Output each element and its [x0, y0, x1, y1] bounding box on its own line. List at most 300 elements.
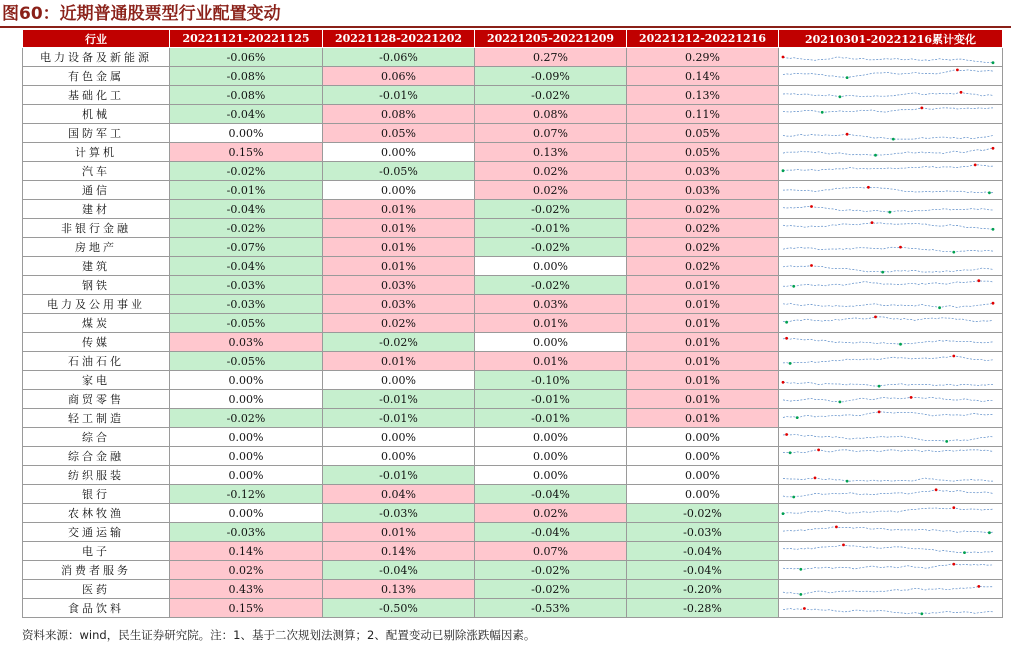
sparkline-high-marker	[952, 355, 955, 358]
sparkline-low-marker	[799, 593, 802, 596]
change-cell-week-4: 0.05%	[627, 124, 779, 143]
change-cell-week-2: 0.06%	[323, 67, 475, 86]
sparkline	[779, 144, 997, 160]
sparkline-high-marker	[803, 607, 806, 610]
change-cell-week-2: 0.00%	[323, 181, 475, 200]
change-cell-week-4: -0.20%	[627, 580, 779, 599]
cumulative-sparkline-cell	[779, 48, 1003, 67]
sparkline-trend-line	[783, 303, 993, 308]
sparkline-trend-line	[783, 490, 993, 497]
change-cell-week-1: 0.00%	[170, 447, 323, 466]
sparkline-trend-line	[783, 382, 993, 386]
change-cell-week-2: -0.01%	[323, 86, 475, 105]
sparkline	[779, 220, 997, 236]
change-cell-week-2: 0.00%	[323, 143, 475, 162]
sparkline-low-marker	[785, 321, 788, 324]
sparkline-low-marker	[920, 612, 923, 615]
change-cell-week-3: -0.02%	[475, 580, 627, 599]
sparkline-high-marker	[992, 147, 995, 150]
table-row	[23, 238, 1003, 257]
sparkline-trend-line	[783, 134, 993, 139]
change-cell-week-4: 0.01%	[627, 352, 779, 371]
sparkline-trend-line	[783, 397, 993, 402]
sparkline	[779, 372, 997, 388]
industry-name: 房地产	[23, 238, 170, 257]
table-row	[23, 485, 1003, 504]
change-cell-week-1: -0.02%	[170, 409, 323, 428]
change-cell-week-3: -0.04%	[475, 485, 627, 504]
header-week-1: 20221121-20221125	[170, 30, 323, 48]
change-cell-week-1: 0.00%	[170, 371, 323, 390]
cumulative-sparkline-cell	[779, 352, 1003, 371]
change-cell-week-1: -0.04%	[170, 105, 323, 124]
change-cell-week-3: -0.01%	[475, 409, 627, 428]
sparkline	[779, 410, 997, 426]
cumulative-sparkline-cell	[779, 219, 1003, 238]
table-row	[23, 181, 1003, 200]
change-cell-week-1: -0.03%	[170, 276, 323, 295]
change-cell-week-3: -0.02%	[475, 561, 627, 580]
industry-name: 电力及公用事业	[23, 295, 170, 314]
table-row	[23, 276, 1003, 295]
change-cell-week-2: -0.06%	[323, 48, 475, 67]
sparkline-trend-line	[783, 108, 993, 112]
change-cell-week-4: 0.02%	[627, 219, 779, 238]
sparkline-high-marker	[785, 433, 788, 436]
change-cell-week-3: 0.27%	[475, 48, 627, 67]
sparkline-low-marker	[938, 306, 941, 309]
change-cell-week-4: 0.01%	[627, 295, 779, 314]
sparkline-high-marker	[867, 186, 870, 189]
cumulative-sparkline-cell	[779, 561, 1003, 580]
change-cell-week-2: 0.02%	[323, 314, 475, 333]
cumulative-sparkline-cell	[779, 86, 1003, 105]
sparkline-low-marker	[792, 496, 795, 499]
change-cell-week-1: 0.00%	[170, 466, 323, 485]
cumulative-sparkline-cell	[779, 466, 1003, 485]
sparkline-trend-line	[783, 412, 993, 418]
sparkline	[779, 467, 997, 483]
change-cell-week-4: 0.01%	[627, 333, 779, 352]
sparkline	[779, 543, 997, 559]
sparkline	[779, 505, 997, 521]
sparkline-low-marker	[796, 416, 799, 419]
change-cell-week-1: -0.07%	[170, 238, 323, 257]
sparkline-low-marker	[874, 154, 877, 157]
sparkline	[779, 277, 997, 293]
sparkline-low-marker	[846, 76, 849, 79]
sparkline-high-marker	[817, 449, 820, 452]
change-cell-week-1: 0.00%	[170, 124, 323, 143]
change-cell-week-3: 0.08%	[475, 105, 627, 124]
figure-title: 图60：近期普通股票型行业配置变动	[2, 4, 281, 24]
cumulative-sparkline-cell	[779, 333, 1003, 352]
cumulative-sparkline-cell	[779, 181, 1003, 200]
change-cell-week-1: -0.04%	[170, 200, 323, 219]
change-cell-week-1: -0.04%	[170, 257, 323, 276]
sparkline	[779, 524, 997, 540]
title-divider	[0, 26, 1011, 28]
sparkline-trend-line	[783, 281, 993, 287]
sparkline-high-marker	[960, 91, 963, 94]
change-cell-week-2: 0.03%	[323, 276, 475, 295]
sparkline	[779, 334, 997, 350]
sparkline-high-marker	[842, 544, 845, 547]
change-cell-week-3: -0.01%	[475, 390, 627, 409]
sparkline-trend-line	[783, 435, 993, 442]
table-row	[23, 599, 1003, 618]
sparkline-trend-line	[783, 247, 993, 252]
sparkline	[779, 163, 997, 179]
sparkline-high-marker	[910, 396, 913, 399]
change-cell-week-2: -0.01%	[323, 466, 475, 485]
table-row	[23, 466, 1003, 485]
industry-name: 轻工制造	[23, 409, 170, 428]
change-cell-week-3: 0.02%	[475, 504, 627, 523]
sparkline	[779, 353, 997, 369]
sparkline-high-marker	[810, 205, 813, 208]
change-cell-week-2: 0.01%	[323, 257, 475, 276]
table-row	[23, 162, 1003, 181]
sparkline-low-marker	[799, 568, 802, 571]
change-cell-week-1: 0.03%	[170, 333, 323, 352]
change-cell-week-2: -0.03%	[323, 504, 475, 523]
change-cell-week-1: -0.01%	[170, 181, 323, 200]
sparkline-high-marker	[935, 488, 938, 491]
table-row	[23, 333, 1003, 352]
sparkline-trend-line	[783, 338, 993, 344]
cumulative-sparkline-cell	[779, 257, 1003, 276]
change-cell-week-4: 0.11%	[627, 105, 779, 124]
change-cell-week-3: -0.01%	[475, 219, 627, 238]
sparkline	[779, 429, 997, 445]
industry-name: 综合	[23, 428, 170, 447]
sparkline-trend-line	[783, 527, 993, 533]
change-cell-week-4: 0.01%	[627, 276, 779, 295]
cumulative-sparkline-cell	[779, 504, 1003, 523]
change-cell-week-3: 0.00%	[475, 333, 627, 352]
change-cell-week-4: -0.28%	[627, 599, 779, 618]
table-row	[23, 447, 1003, 466]
sparkline-high-marker	[974, 164, 977, 167]
cumulative-sparkline-cell	[779, 428, 1003, 447]
cumulative-sparkline-cell	[779, 295, 1003, 314]
sparkline-trend-line	[783, 57, 993, 63]
change-cell-week-2: 0.00%	[323, 371, 475, 390]
sparkline-trend-line	[783, 187, 993, 193]
industry-name: 基础化工	[23, 86, 170, 105]
industry-name: 计算机	[23, 143, 170, 162]
change-cell-week-2: 0.08%	[323, 105, 475, 124]
table-body	[23, 48, 1003, 618]
change-cell-week-2: 0.14%	[323, 542, 475, 561]
industry-name: 电力设备及新能源	[23, 48, 170, 67]
sparkline-trend-line	[783, 317, 993, 322]
industry-name: 传媒	[23, 333, 170, 352]
change-cell-week-4: -0.03%	[627, 523, 779, 542]
cumulative-sparkline-cell	[779, 409, 1003, 428]
sparkline-low-marker	[988, 191, 991, 194]
cumulative-sparkline-cell	[779, 485, 1003, 504]
change-cell-week-2: -0.50%	[323, 599, 475, 618]
table-row	[23, 542, 1003, 561]
industry-name: 汽车	[23, 162, 170, 181]
sparkline-low-marker	[782, 169, 785, 172]
sparkline-low-marker	[952, 251, 955, 254]
change-cell-week-1: -0.02%	[170, 219, 323, 238]
change-cell-week-4: 0.00%	[627, 428, 779, 447]
sparkline-trend-line	[783, 508, 993, 514]
cumulative-sparkline-cell	[779, 523, 1003, 542]
cumulative-sparkline-cell	[779, 371, 1003, 390]
change-cell-week-2: 0.01%	[323, 200, 475, 219]
cumulative-sparkline-cell	[779, 542, 1003, 561]
sparkline	[779, 125, 997, 141]
change-cell-week-4: 0.02%	[627, 257, 779, 276]
industry-name: 电子	[23, 542, 170, 561]
sparkline	[779, 106, 997, 122]
sparkline-high-marker	[782, 56, 785, 59]
change-cell-week-4: 0.02%	[627, 200, 779, 219]
sparkline-high-marker	[977, 279, 980, 282]
change-cell-week-3: -0.02%	[475, 276, 627, 295]
industry-name: 建材	[23, 200, 170, 219]
change-cell-week-1: -0.08%	[170, 86, 323, 105]
change-cell-week-1: 0.00%	[170, 504, 323, 523]
change-cell-week-2: 0.01%	[323, 523, 475, 542]
table-row	[23, 580, 1003, 599]
cumulative-sparkline-cell	[779, 67, 1003, 86]
industry-name: 综合金融	[23, 447, 170, 466]
table-row	[23, 219, 1003, 238]
change-cell-week-2: -0.04%	[323, 561, 475, 580]
change-cell-week-1: 0.43%	[170, 580, 323, 599]
table-row	[23, 390, 1003, 409]
sparkline-trend-line	[783, 450, 993, 453]
change-cell-week-4: 0.00%	[627, 466, 779, 485]
industry-name: 农林牧渔	[23, 504, 170, 523]
change-cell-week-3: -0.02%	[475, 86, 627, 105]
sparkline	[779, 296, 997, 312]
cumulative-sparkline-cell	[779, 105, 1003, 124]
sparkline	[779, 600, 997, 616]
sparkline	[779, 315, 997, 331]
change-cell-week-1: -0.08%	[170, 67, 323, 86]
industry-name: 煤炭	[23, 314, 170, 333]
cumulative-sparkline-cell	[779, 580, 1003, 599]
sparkline-low-marker	[988, 531, 991, 534]
sparkline-high-marker	[956, 69, 959, 72]
change-cell-week-3: -0.53%	[475, 599, 627, 618]
sparkline-low-marker	[821, 111, 824, 114]
sparkline	[779, 581, 997, 597]
sparkline-trend-line	[783, 165, 993, 171]
change-cell-week-4: 0.02%	[627, 238, 779, 257]
sparkline-trend-line	[783, 266, 993, 273]
change-cell-week-3: 0.07%	[475, 542, 627, 561]
sparkline-low-marker	[992, 228, 995, 231]
table-row	[23, 523, 1003, 542]
table-row	[23, 428, 1003, 447]
table-row	[23, 143, 1003, 162]
change-cell-week-1: -0.06%	[170, 48, 323, 67]
change-cell-week-1: 0.02%	[170, 561, 323, 580]
industry-name: 有色金属	[23, 67, 170, 86]
change-cell-week-3: 0.02%	[475, 162, 627, 181]
sparkline-low-marker	[782, 512, 785, 515]
change-cell-week-1: -0.03%	[170, 523, 323, 542]
change-cell-week-4: 0.01%	[627, 390, 779, 409]
sparkline	[779, 182, 997, 198]
sparkline-high-marker	[814, 477, 817, 480]
table-row	[23, 257, 1003, 276]
sparkline-low-marker	[888, 211, 891, 214]
change-cell-week-1: 0.15%	[170, 143, 323, 162]
change-cell-week-4: 0.29%	[627, 48, 779, 67]
table-row	[23, 561, 1003, 580]
sparkline	[779, 258, 997, 274]
sparkline-trend-line	[783, 70, 993, 78]
sparkline-high-marker	[874, 316, 877, 319]
cumulative-sparkline-cell	[779, 599, 1003, 618]
change-cell-week-2: 0.04%	[323, 485, 475, 504]
change-cell-week-4: 0.00%	[627, 447, 779, 466]
sparkline-trend-line	[783, 545, 993, 553]
change-cell-week-2: 0.01%	[323, 352, 475, 371]
industry-name: 食品饮料	[23, 599, 170, 618]
change-cell-week-3: 0.01%	[475, 314, 627, 333]
change-cell-week-2: 0.00%	[323, 447, 475, 466]
change-cell-week-1: -0.02%	[170, 162, 323, 181]
table-header-row	[23, 30, 1003, 48]
change-cell-week-2: -0.01%	[323, 390, 475, 409]
change-cell-week-1: -0.05%	[170, 314, 323, 333]
header-cumulative: 20210301-20221216累计变化	[779, 30, 1003, 48]
table-row	[23, 295, 1003, 314]
industry-name: 消费者服务	[23, 561, 170, 580]
sparkline-low-marker	[839, 401, 842, 404]
sparkline-high-marker	[920, 107, 923, 110]
change-cell-week-4: -0.04%	[627, 561, 779, 580]
cumulative-sparkline-cell	[779, 314, 1003, 333]
sparkline-high-marker	[782, 381, 785, 384]
header-week-2: 20221128-20221202	[323, 30, 475, 48]
sparkline-low-marker	[892, 138, 895, 141]
industry-name: 机械	[23, 105, 170, 124]
change-cell-week-3: -0.10%	[475, 371, 627, 390]
industry-name: 商贸零售	[23, 390, 170, 409]
sparkline-low-marker	[846, 480, 849, 483]
sparkline-low-marker	[963, 551, 966, 554]
sparkline	[779, 562, 997, 578]
header-industry: 行业	[23, 30, 170, 48]
table-row	[23, 67, 1003, 86]
change-cell-week-2: 0.01%	[323, 219, 475, 238]
sparkline-low-marker	[789, 362, 792, 365]
change-cell-week-3: -0.04%	[475, 523, 627, 542]
table-row	[23, 86, 1003, 105]
industry-name: 医药	[23, 580, 170, 599]
table-row	[23, 124, 1003, 143]
industry-name: 钢铁	[23, 276, 170, 295]
change-cell-week-1: 0.14%	[170, 542, 323, 561]
sparkline-low-marker	[789, 451, 792, 454]
table-row	[23, 352, 1003, 371]
change-cell-week-4: 0.05%	[627, 143, 779, 162]
change-cell-week-4: 0.01%	[627, 409, 779, 428]
cumulative-sparkline-cell	[779, 276, 1003, 295]
change-cell-week-3: 0.01%	[475, 352, 627, 371]
change-cell-week-3: 0.00%	[475, 447, 627, 466]
sparkline-high-marker	[810, 264, 813, 267]
sparkline-high-marker	[785, 337, 788, 340]
industry-name: 交通运输	[23, 523, 170, 542]
sparkline-trend-line	[783, 223, 993, 230]
change-cell-week-4: 0.14%	[627, 67, 779, 86]
sparkline-trend-line	[783, 148, 993, 155]
table-row	[23, 504, 1003, 523]
sparkline-low-marker	[992, 61, 995, 64]
sparkline	[779, 448, 997, 464]
header-week-3: 20221205-20221209	[475, 30, 627, 48]
sparkline-trend-line	[783, 564, 993, 569]
sparkline-high-marker	[846, 133, 849, 136]
industry-name: 银行	[23, 485, 170, 504]
industry-name: 纺织服装	[23, 466, 170, 485]
change-cell-week-4: 0.03%	[627, 181, 779, 200]
sparkline-high-marker	[952, 563, 955, 566]
change-cell-week-1: -0.12%	[170, 485, 323, 504]
sparkline	[779, 87, 997, 103]
cumulative-sparkline-cell	[779, 390, 1003, 409]
table-row	[23, 371, 1003, 390]
change-cell-week-3: 0.02%	[475, 181, 627, 200]
header-week-4: 20221212-20221216	[627, 30, 779, 48]
sparkline-high-marker	[952, 506, 955, 509]
change-cell-week-3: 0.00%	[475, 257, 627, 276]
change-cell-week-4: 0.13%	[627, 86, 779, 105]
change-cell-week-3: -0.02%	[475, 200, 627, 219]
change-cell-week-1: 0.00%	[170, 428, 323, 447]
industry-name: 非银行金融	[23, 219, 170, 238]
change-cell-week-2: 0.01%	[323, 238, 475, 257]
sparkline	[779, 68, 997, 84]
source-note: 资料来源：wind，民生证券研究院。注：1、基于二次规划法测算；2、配置变动已剔除涨跌幅因素。	[22, 628, 536, 642]
change-cell-week-4: 0.01%	[627, 314, 779, 333]
sparkline	[779, 49, 997, 65]
change-cell-week-2: 0.00%	[323, 428, 475, 447]
change-cell-week-3: -0.02%	[475, 238, 627, 257]
change-cell-week-4: 0.00%	[627, 485, 779, 504]
change-cell-week-3: 0.03%	[475, 295, 627, 314]
change-cell-week-3: 0.00%	[475, 466, 627, 485]
table-row	[23, 200, 1003, 219]
sparkline-low-marker	[945, 440, 948, 443]
sparkline-trend-line	[783, 609, 993, 614]
sparkline-low-marker	[899, 343, 902, 346]
change-cell-week-2: 0.13%	[323, 580, 475, 599]
change-cell-week-2: -0.01%	[323, 409, 475, 428]
sparkline-high-marker	[977, 585, 980, 588]
change-cell-week-2: 0.05%	[323, 124, 475, 143]
sparkline-high-marker	[899, 246, 902, 249]
cumulative-sparkline-cell	[779, 162, 1003, 181]
cumulative-sparkline-cell	[779, 200, 1003, 219]
change-cell-week-3: 0.13%	[475, 143, 627, 162]
cumulative-sparkline-cell	[779, 238, 1003, 257]
sparkline-trend-line	[783, 207, 993, 213]
sparkline-trend-line	[783, 356, 993, 363]
